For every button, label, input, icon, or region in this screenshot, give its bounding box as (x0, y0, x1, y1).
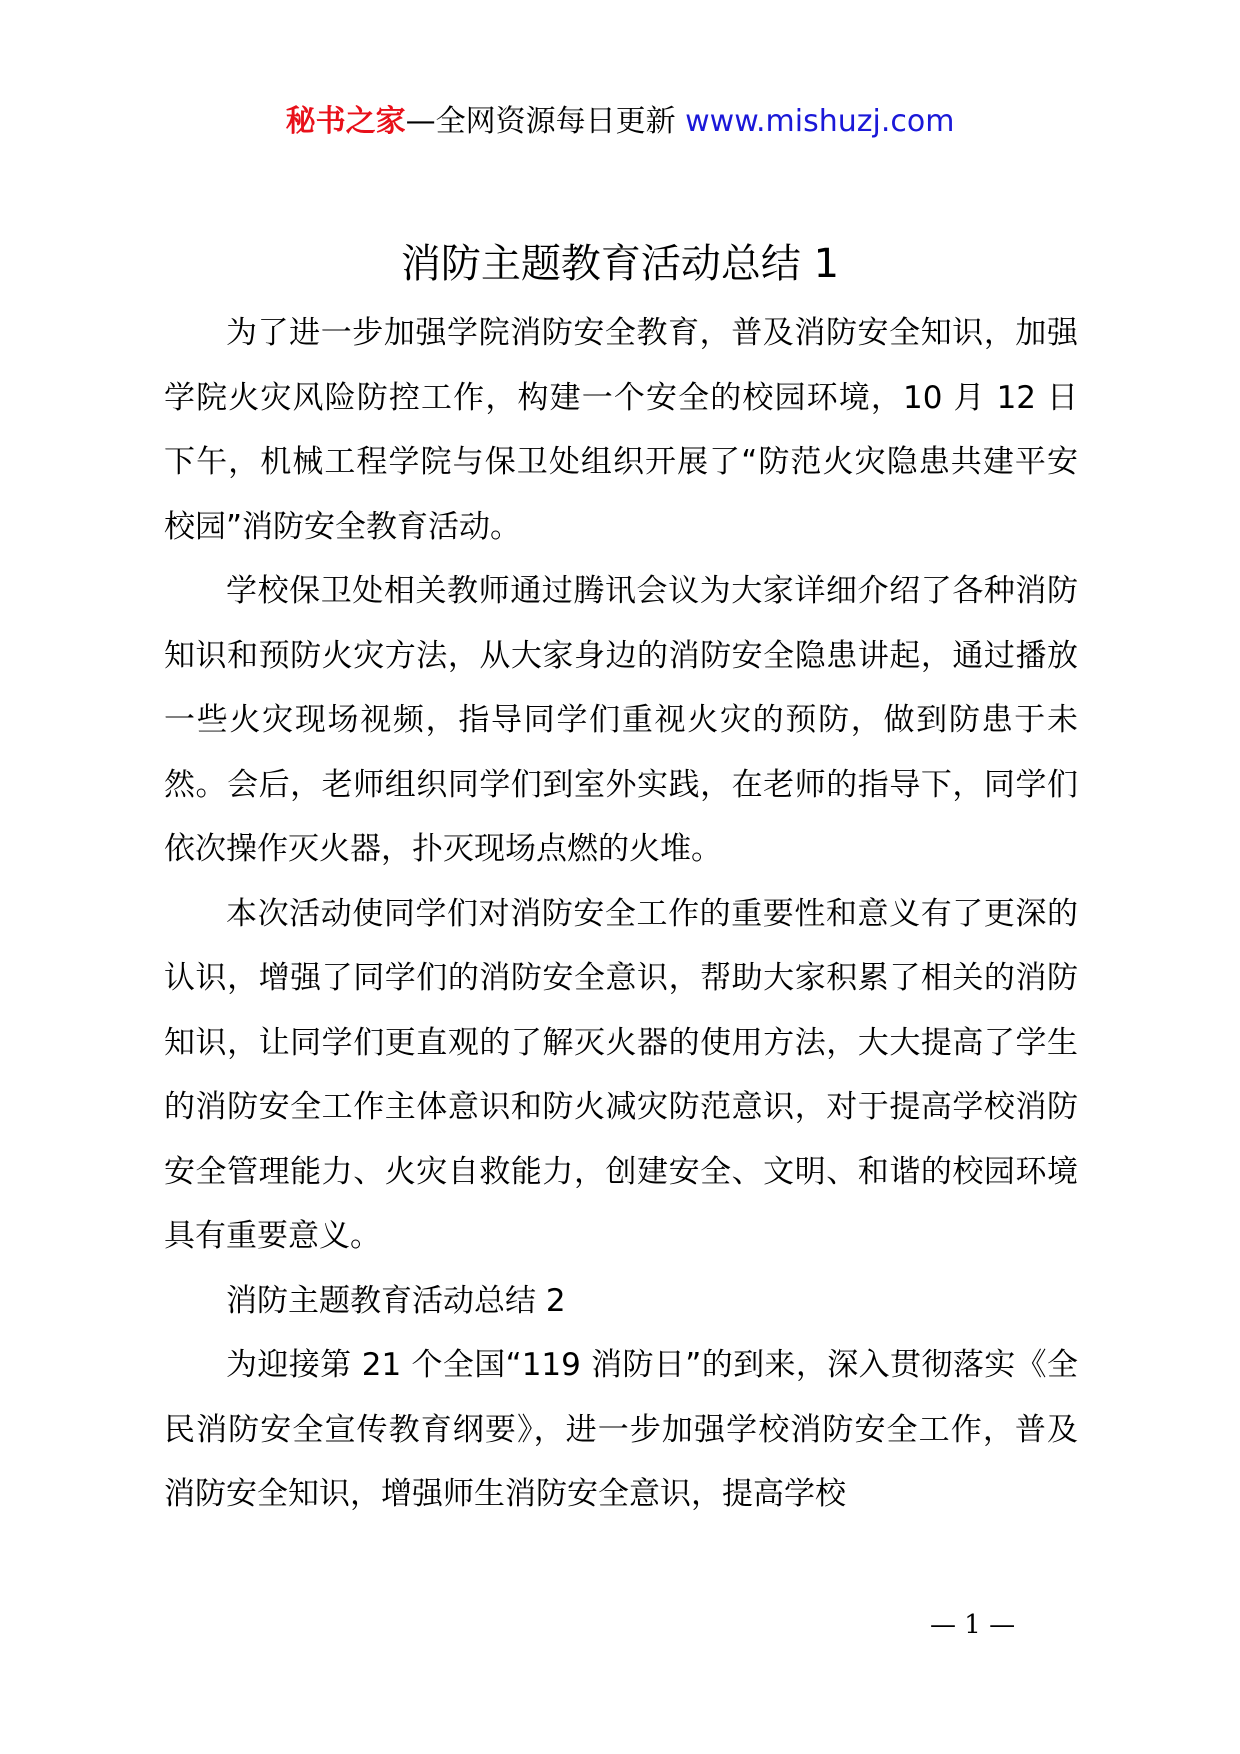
paragraph-2: 学校保卫处相关教师通过腾讯会议为大家详细介绍了各种消防知识和预防火灾方法，从大家身边的消防安全隐患讲起，通过播放一些火灾现场视频，指导同学们重视火灾的预防，做到防患于未然。会后，老师组织同学们到室外实践，在老师的指导下，同学们依次操作灭火器，扑灭现场点燃的火堆。 (164, 573, 1078, 867)
site-tagline: —全网资源每日更新 (405, 104, 676, 139)
document-title: 消防主题教育活动总结 1 (400, 241, 840, 287)
document-body (164, 301, 1078, 1527)
paragraph-4: 为迎接第 21 个全国“119 消防日”的到来，深入贯彻落实《全民消防安全宣传教育纲要》，进一步加强学校消防安全工作，普及消防安全知识，增强师生消防安全意识，提高学校 (164, 1347, 1078, 1512)
paragraph-1: 为了进一步加强学院消防安全教育，普及消防安全知识，加强学院火灾风险防控工作，构建一个安全的校园环境，10 月 12 日下午，机械工程学院与保卫处组织开展了“防范火灾隐患共建平安校园”消防安全教育活动。 (164, 315, 1078, 545)
paragraph-3: 本次活动使同学们对消防安全工作的重要性和意义有了更深的认识，增强了同学们的消防安全意识，帮助大家积累了相关的消防知识，让同学们更直观的了解灭火器的使用方法，大大提高了学生的消防安全工作主体意识和防火减灾防范意识，对于提高学校消防安全管理能力、火灾自救能力，创建安全、文明、和谐的校园环境具有重要意义。 (164, 895, 1078, 1254)
section-heading-2: 消防主题教育活动总结 2 (226, 1282, 566, 1319)
site-brand: 秘书之家 (285, 104, 406, 139)
site-url-link[interactable]: www.mishuzj.com (685, 104, 955, 139)
page-number: — 1 — (930, 1610, 1016, 1640)
site-header (0, 100, 1240, 144)
